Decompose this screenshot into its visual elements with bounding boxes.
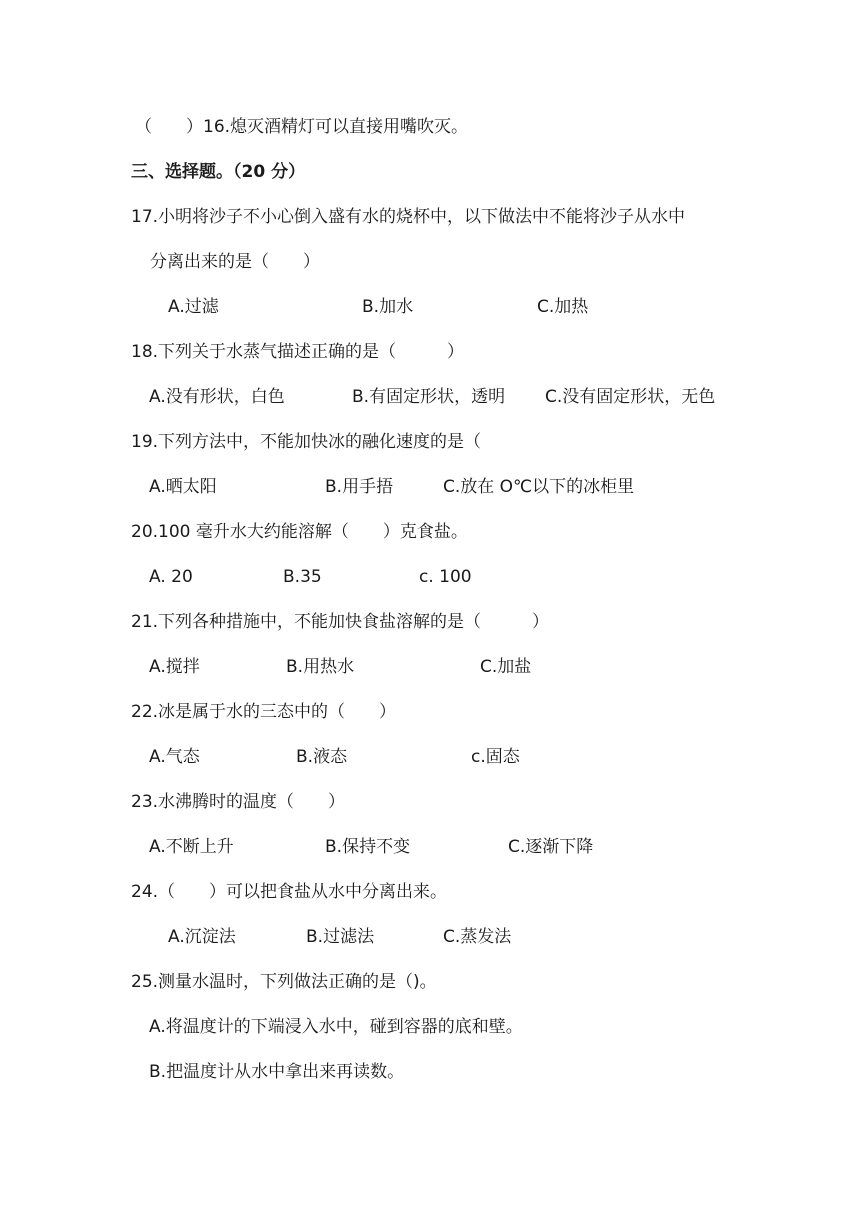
- question-20-stem: 20.100 毫升水大约能溶解（ ）克食盐。: [131, 522, 468, 542]
- question-24-option-b: B.过滤法: [306, 927, 375, 947]
- question-20-option-a: A. 20: [149, 567, 193, 587]
- question-21-options: [0, 655, 860, 679]
- question-23-option-c: C.逐渐下降: [508, 837, 594, 857]
- question-22-stem: 22.冰是属于水的三态中的（ ）: [131, 702, 397, 722]
- question-18-option-b: B.有固定形状，透明: [352, 387, 506, 407]
- question-18-option-a: A.没有形状，白色: [149, 387, 285, 407]
- question-24-options: [0, 925, 860, 949]
- question-21-option-a: A.搅拌: [149, 657, 200, 677]
- question-21-stem: 21.下列各种措施中，不能加快食盐溶解的是（ ）: [131, 612, 550, 632]
- question-24-stem: 24.（ ）可以把食盐从水中分离出来。: [131, 882, 448, 902]
- question-17-stem-line2: 分离出来的是（ ）: [150, 252, 320, 272]
- question-23-option-a: A.不断上升: [149, 837, 234, 857]
- question-20-option-b: B.35: [283, 567, 322, 587]
- section-3-title: 三、选择题。（20 分）: [131, 162, 306, 182]
- question-23-stem: 23.水沸腾时的温度（ ）: [131, 792, 346, 812]
- question-22-option-b: B.液态: [296, 747, 348, 767]
- question-24-option-c: C.蒸发法: [443, 927, 512, 947]
- question-21-option-c: C.加盐: [480, 657, 532, 677]
- question-17-options: [0, 295, 860, 319]
- question-17-option-b: B.加水: [362, 297, 414, 317]
- question-24-option-a: A.沉淀法: [168, 927, 236, 947]
- question-19-option-a: A.晒太阳: [149, 477, 217, 497]
- question-23-option-b: B.保持不变: [325, 837, 411, 857]
- question-18-options: [0, 385, 860, 409]
- question-22-option-a: A.气态: [149, 747, 200, 767]
- question-18-stem: 18.下列关于水蒸气描述正确的是（ ）: [131, 342, 465, 362]
- question-19-option-c: C.放在 O℃以下的冰柜里: [443, 477, 635, 497]
- question-22-option-c: c.固态: [471, 747, 520, 767]
- question-19-options: [0, 475, 860, 499]
- question-16: （ ）16.熄灭酒精灯可以直接用嘴吹灭。: [135, 117, 469, 137]
- question-25-option-a: A.将温度计的下端浸入水中，碰到容器的底和壁。: [149, 1017, 523, 1037]
- question-25-stem: 25.测量水温时，下列做法正确的是（)。: [131, 972, 437, 992]
- question-17-stem-line1: 17.小明将沙子不小心倒入盛有水的烧杯中，以下做法中不能将沙子从水中: [131, 207, 686, 227]
- question-20-option-c: c. 100: [419, 567, 472, 587]
- question-17-option-a: A.过滤: [168, 297, 219, 317]
- question-20-options: [0, 565, 860, 589]
- question-25-option-b: B.把温度计从水中拿出来再读数。: [149, 1062, 405, 1082]
- question-18-option-c: C.没有固定形状，无色: [545, 387, 716, 407]
- question-19-stem: 19.下列方法中，不能加快冰的融化速度的是（: [131, 432, 482, 452]
- question-19-option-b: B.用手捂: [325, 477, 394, 497]
- question-17-option-c: C.加热: [537, 297, 589, 317]
- question-23-options: [0, 835, 860, 859]
- question-21-option-b: B.用热水: [286, 657, 355, 677]
- question-22-options: [0, 745, 860, 769]
